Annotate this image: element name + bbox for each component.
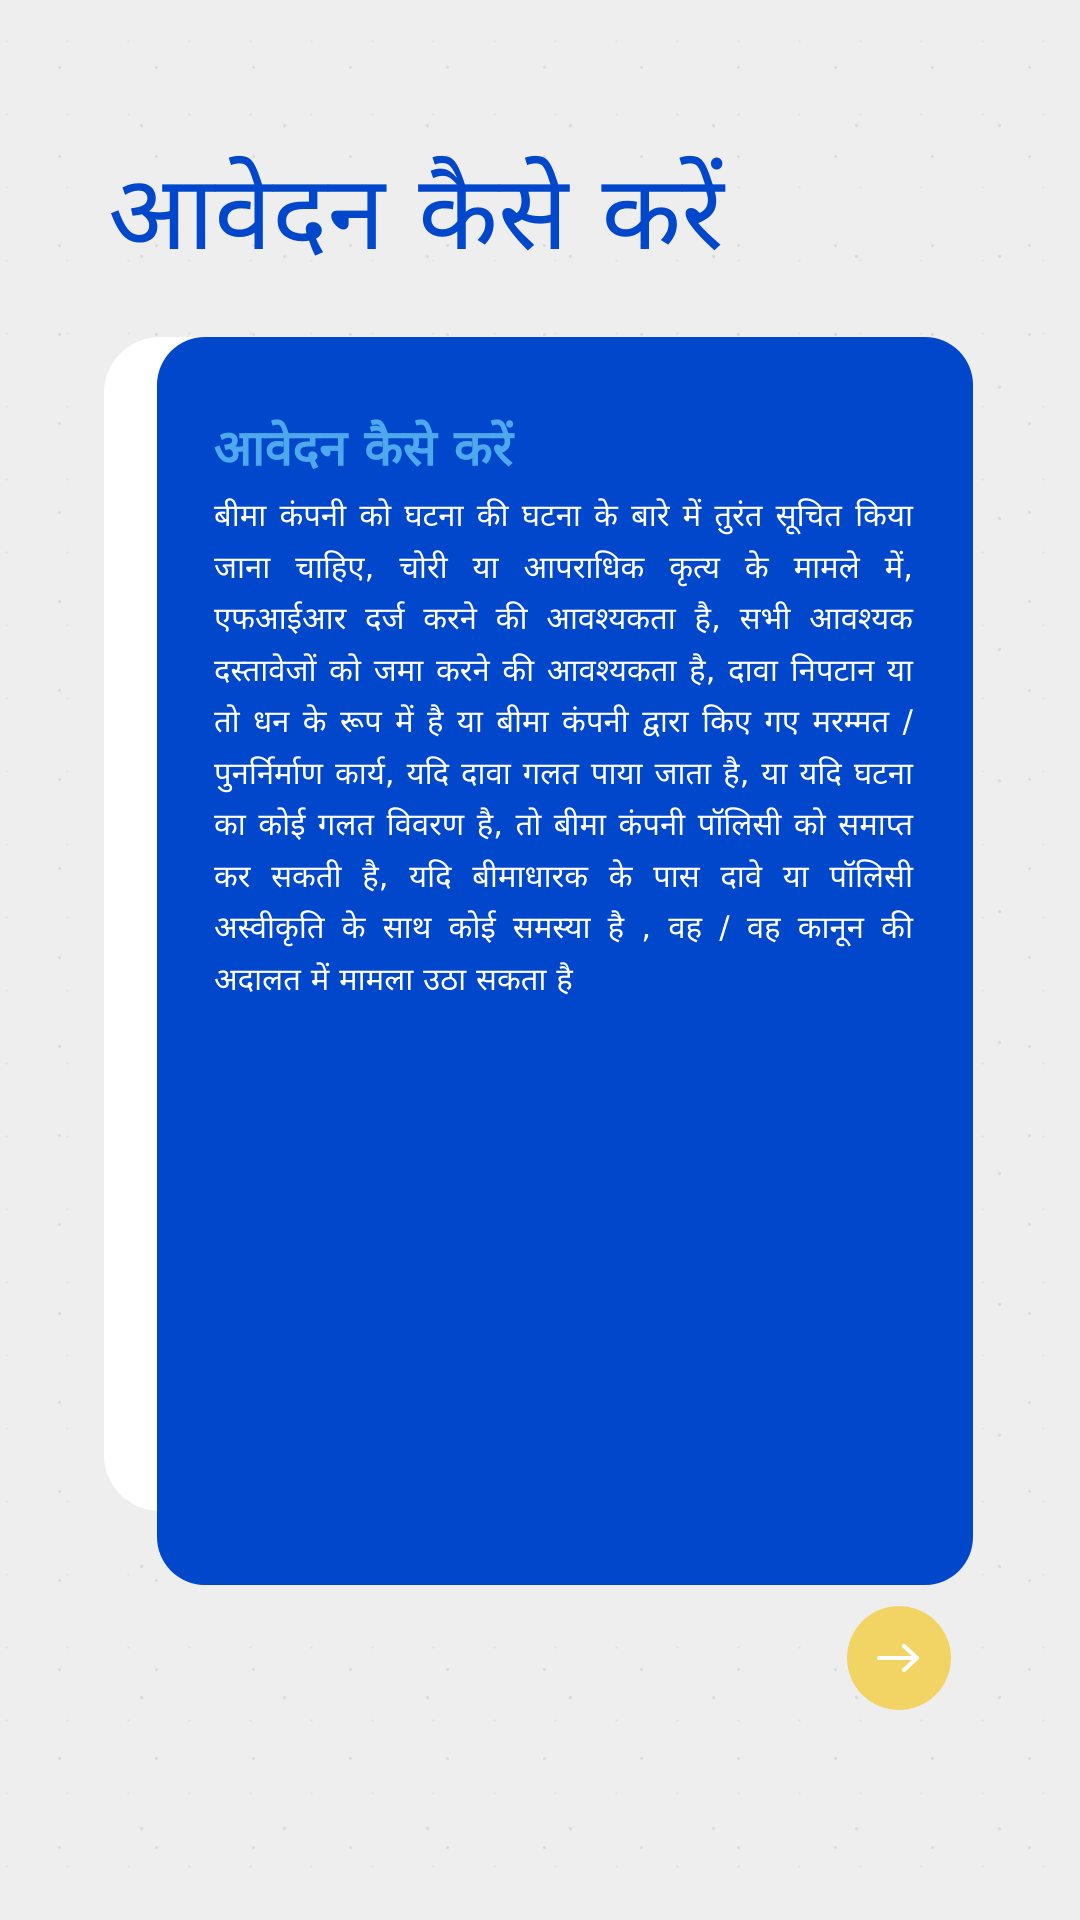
next-button[interactable] [847, 1606, 951, 1710]
card-heading: आवेदन कैसे करें [214, 419, 514, 477]
arrow-right-icon [876, 1643, 922, 1673]
card-body-text: बीमा कंपनी को घटना की घटना के बारे में तुरंत सूचित किया जाना चाहिए, चोरी या आपराधिक कृत्य के मामले में, एफआईआर दर्ज करने की आवश्यकता है, सभी आवश्यक दस्तावेजों को जमा करने की आवश्यकता है, दावा निपटान या तो धन के रूप में है या बीमा कंपनी द्वारा किए गए मरम्मत / पुनर्निर्माण कार्य, यदि दावा गलत पाया जाता है, या यदि घटना का कोई गलत विवरण है, तो बीमा कंपनी पॉलिसी को समाप्त कर सकती है, यदि बीमाधारक के पास दावे या पॉलिसी अस्वीकृति के साथ कोई समस्या है , वह / वह कानून की अदालत में मामला उठा सकता है [214, 498, 913, 998]
info-card [157, 337, 973, 1585]
page-title: आवेदन कैसे करें [108, 152, 724, 274]
